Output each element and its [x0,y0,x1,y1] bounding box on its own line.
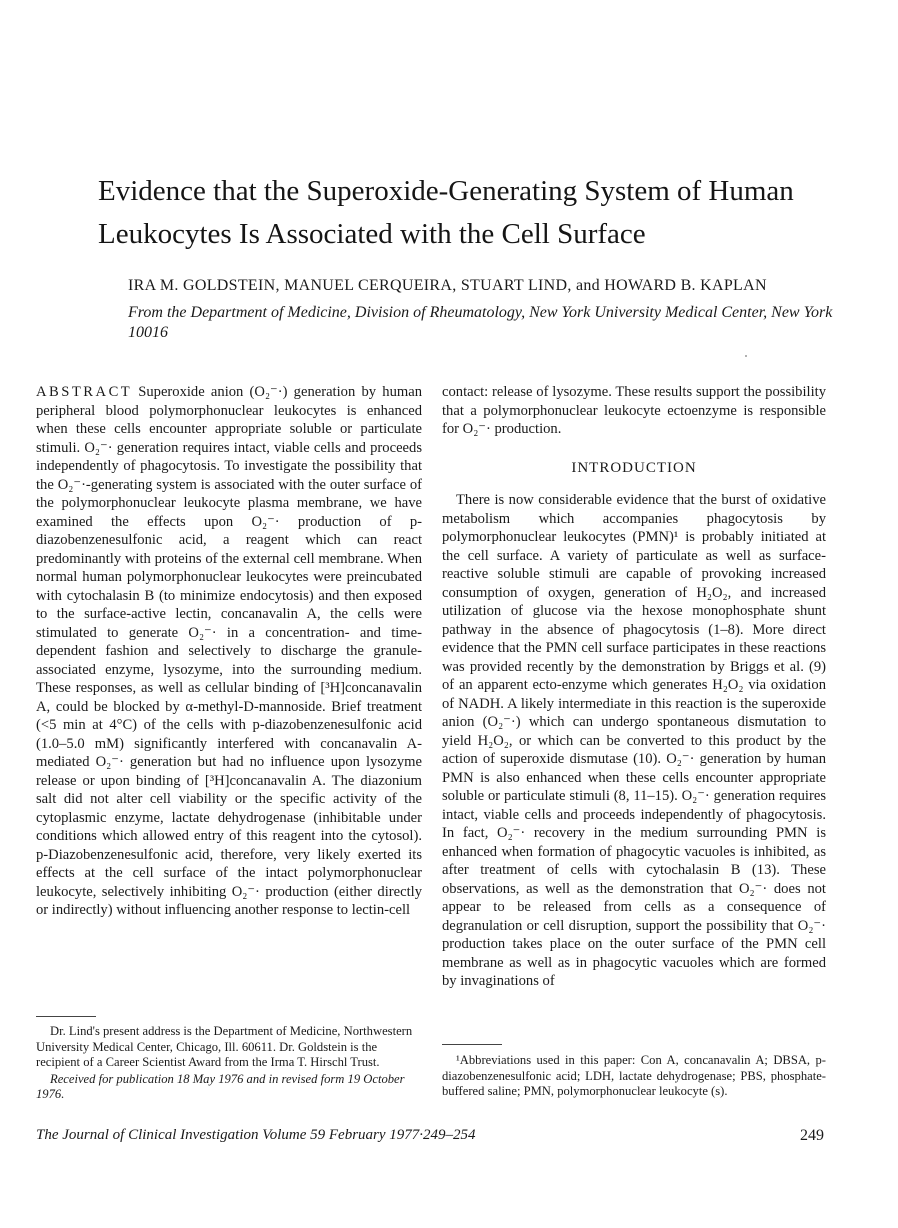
footnote-received: Received for publication 18 May 1976 and in revised form 19 October 1976. [36,1071,405,1101]
page-number: 249 [800,1127,824,1144]
footnote-rule-right [442,1044,502,1045]
introduction-heading: INTRODUCTION [571,459,697,476]
abstract-continued: contact: release of lysozyme. These results support the possibility that a polymorphonuclear leukocyte ectoenzyme is responsible for O₂⁻· production. [442,384,826,437]
footnote-left [36,1024,422,1103]
right-column [442,383,826,991]
left-column [36,383,422,920]
abstract-paragraph [36,383,422,920]
footnote-abbreviations: ¹Abbreviations used in this paper: Con A, concanavalin A; DBSA, p-diazobenzenesulfonic acid; LDH, lactate dehydrogenase; PBS, phosphate-buffered saline; PMN, polymorphonuclear leukocyte (s). [442,1053,826,1098]
article-title [98,170,858,256]
affiliation: From the Department of Medicine, Division of Rheumatology, New York University Medical Center, New York 10016 [128,304,833,341]
footnote-address: Dr. Lind's present address is the Department of Medicine, Northwestern University Medical Center, Chicago, Ill. 60611. Dr. Goldstein is the recipient of a Career Scientist Award from the Irma T. Hirschl Trust. [36,1024,413,1069]
author-list: IRA M. GOLDSTEIN, MANUEL CERQUEIRA, STUART LIND, and HOWARD B. KAPLAN [128,277,767,294]
abstract-label: ABSTRACT [36,384,133,400]
speck-mark [745,355,747,357]
abstract-text: Superoxide anion (O₂⁻·) generation by human peripheral blood polymorphonuclear leukocytes is enhanced when these cells encounter appropriate soluble or particulate stimuli. O₂⁻· generation requires intact, viable cells and proceeds independently of phagocytosis. To investigate the possibility that the O₂⁻·-generating system is associated with the outer surface of the polymorphonuclear leukocyte plasma membrane, we have examined the effects upon O₂⁻· production of p-diazobenzenesulfonic acid, a reagent which can react predominantly with proteins of the external cell membrane. When normal human polymorphonuclear leukocytes were preincubated with cytochalasin B (to minimize endocytosis) and then exposed to the surface-active lectin, concanavalin A, the cells were stimulated to generate O₂⁻· in a concentration- and time-dependent fashion and selectively to discharge the granule-associated enzyme, lysozyme, into the surrounding medium. These responses, as well as cellular binding of [³H]concanavalin A, could be blocked by α-methyl-D-mannoside. Brief treatment (<5 min at 4°C) of the cells with p-diazobenzenesulfonic acid (1.0–5.0 mM) significantly interfered with concanavalin A-mediated O₂⁻· generation but had no influence upon lysozyme release or upon binding of [³H]concanavalin A. The diazonium salt did not alter cell viability or the specific activity of the cytoplasmic enzyme, lactate dehydrogenase (inhibitable under conditions which allowed entry of this reagent into the cytosol). p-Diazobenzenesulfonic acid, therefore, very likely exerted its effects at the cell surface of the intact polymorphonuclear leukocyte, selectively inhibiting O₂⁻· production (either directly or indirectly) without influencing another response to lectin-cell [36,384,422,918]
introduction-text: There is now considerable evidence that the burst of oxidative metabolism which accompanies phagocytosis by polymorphonuclear leukocytes (PMN)¹ is probably initiated at the cell surface. A variety of particulate as well as surface-reactive soluble stimuli are capable of provoking increased consumption of oxygen, generation of H₂O₂, and increased utilization of glucose via the hexose monophosphate shunt pathway in the absence of phagocytosis (1–8). More direct evidence that the PMN cell surface participates in these reactions was provided recently by the demonstration by Briggs et al. (9) of an apparent ecto-enzyme which generates H₂O₂ via oxidation of NADH. A likely intermediate in this reaction is the superoxide anion (O₂⁻·) which can undergo spontaneous dismutation to yield H₂O₂, or which can be converted to this product by the action of superoxide dismutase (10). O₂⁻· generation by human PMN is also enhanced when these cells encounter appropriate soluble or particulate stimuli (8, 11–15). O₂⁻· generation requires intact, viable cells and proceeds independently of phagocytosis. In fact, O₂⁻· recovery in the medium surrounding PMN is enhanced when formation of phagocytic vacuoles is inhibited, as after treatment of cells with cytochalasin B (13). These observations, as well as the demonstration that O₂⁻· does not appear to be released from cells as a consequence of degranulation or cell disruption, support the possibility that O₂⁻· production takes place on the outer surface of the PMN cell membrane as well as in phagocytic vacuoles which are formed by invaginations of [442,492,826,989]
title-line-1: Evidence that the Superoxide-Generating System of Human [98,175,794,207]
title-line-2: Leukocytes Is Associated with the Cell Surface [98,218,646,250]
footnote-rule-left [36,1016,96,1017]
journal-citation: The Journal of Clinical Investigation Volume 59 February 1977·249–254 [36,1127,476,1143]
